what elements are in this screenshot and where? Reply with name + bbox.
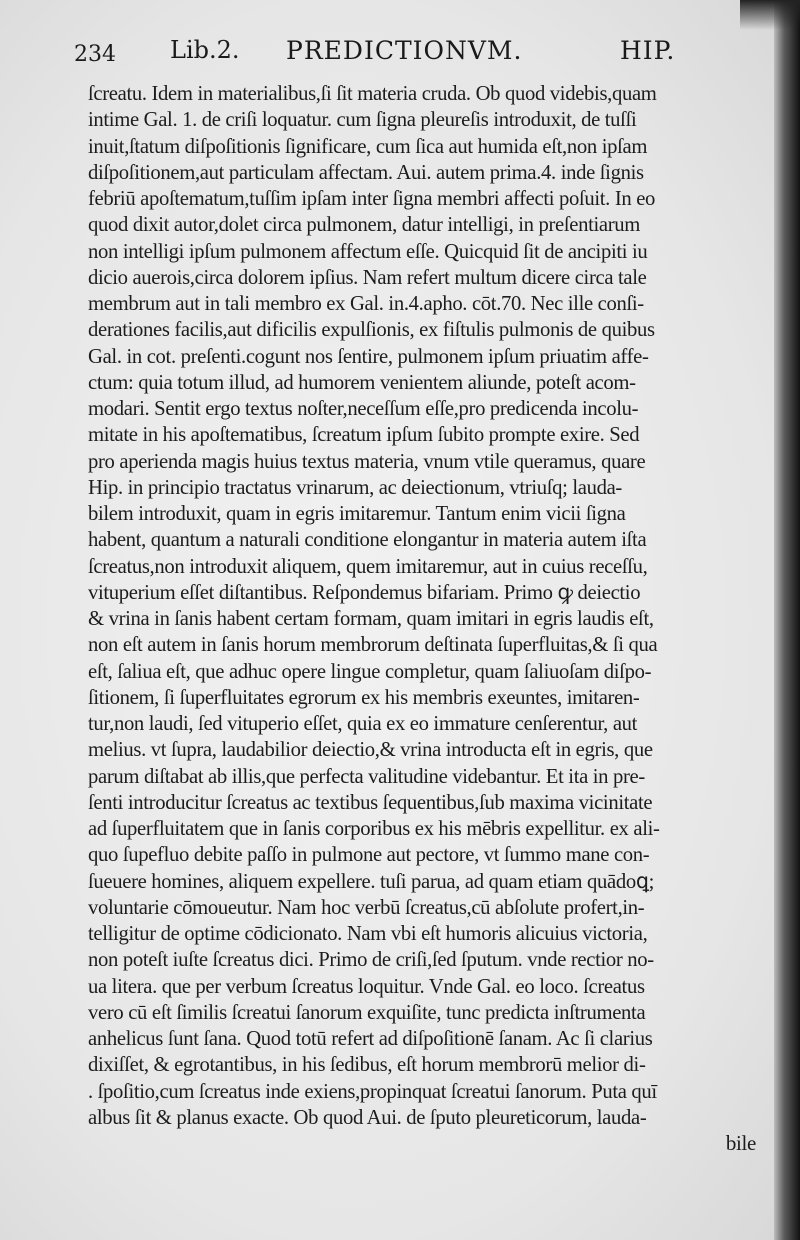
text-line: & vrina in ſanis habent certam formam, quam imitari in egris laudis eſt, (88, 606, 654, 630)
text-line: ſitionem, ſi ſuperfluitates egrorum ex his membris exeuntes, imitaren- (88, 684, 640, 709)
text-line: febriū apoſtematum,tuſſim ipſam inter ſigna membri affecti poſuit. In eo (88, 186, 656, 210)
book-number: Lib.2. (170, 36, 240, 64)
text-line: Gal. in cot. preſenti.cogunt nos ſentire, pulmonem ipſum priuatim affe- (88, 343, 649, 368)
text-line: vero cū eſt ſimilis ſcreatui ſanorum exquiſite, tunc predicta inſtrumenta (88, 999, 646, 1024)
text-line: dixiſſet, & egrotantibus, in his ſedibus, eſt horum membrorū melior di- (88, 1052, 646, 1077)
text-line: parum diſtabat ab illis,que perfecta valitudine videbantur. Et ita in pre- (88, 763, 645, 788)
text-line: voluntarie cōmoueutur. Nam hoc verbū ſcreatus,cū abſolute profert,in- (88, 894, 645, 919)
running-title: PREDICTIONVM. (286, 36, 523, 65)
text-line: Hip. in principio tractatus vrinarum, ac deiectionum, vtriuſq; lauda- (88, 474, 622, 499)
text-line: tur,non laudi, ſed vituperio eſſet, quia ex eo immature cenſerentur, aut (88, 711, 638, 735)
text-line: modari. Sentit ergo textus noſter,neceſſum eſſe,pro predicenda incolu- (88, 396, 639, 420)
scanner-edge-shadow (740, 0, 800, 30)
text-line: ſcreatu. Idem in materialibus,ſi ſit materia cruda. Ob quod videbis,quam (88, 81, 657, 105)
text-line: eſt, ſaliua eſt, que adhuc opere lingue completur, quam ſaliuoſam diſpo- (88, 658, 652, 683)
text-line: ſcreatus,non introduxit aliquem, quem imitaremur, aut in cuius receſſu, (88, 553, 648, 578)
text-line: ſenti introducitur ſcreatus ac textibus ſequentibus,ſub maxima vicinitate (88, 789, 653, 814)
text-line: melius. vt ſupra, laudabilior deiectio,& vrina introducta eſt in egris, que (88, 737, 653, 762)
text-line: non intelligi ipſum pulmonem affectum eſſe. Quicquid ſit de ancipiti iu (88, 238, 648, 263)
text-line: non eſt autem in ſanis horum membrorum deſtinata ſuperfluitas,& ſi qua (88, 632, 658, 657)
text-line: . ſpoſitio,cum ſcreatus inde exiens,propinquat ſcreatui ſanorum. Puta quī (88, 1078, 657, 1103)
text-line: intime Gal. 1. de criſi loquatur. cum ſigna pleureſis introduxit, de tuſſi (88, 107, 637, 132)
text-line: anhelicus ſunt ſana. Quod totū refert ad diſpoſitionē ſanam. Ac ſi clarius (88, 1026, 653, 1050)
text-line: non poteſt iuſte ſcreatus dici. Primo de criſi,ſed ſputum. vnde rectior no- (88, 947, 654, 972)
folio-number: 234 (74, 42, 116, 67)
text-line: ctum: quia totum illud, ad humorem venientem aliunde, poteſt acom- (88, 369, 636, 394)
text-line: pro aperienda magis huius textus materia, vnum vtile queramus, quare (88, 448, 646, 473)
text-line: bilem introduxit, quam in egris imitaremur. Tantum enim vicii ſigna (88, 501, 626, 525)
text-line: vituperium eſſet diſtantibus. Reſpondemus bifariam. Primo ꝙ deiectio (88, 579, 641, 604)
scanner-edge (774, 0, 800, 1240)
running-author: HIP. (620, 36, 676, 65)
text-line: derationes facilis,aut dificilis expulſionis, ex fiſtulis pulmonis de quibus (88, 317, 655, 342)
text-line: membrum aut in tali membro ex Gal. in.4.apho. cōt.70. Nec ille conſi- (88, 291, 644, 315)
text-line: mitate in his apoſtematibus, ſcreatum ipſum ſubito prompte exire. Sed (88, 422, 640, 447)
text-line: quo ſupefluo debite paſſo in pulmone aut pectore, vt ſummo mane con- (88, 842, 650, 867)
text-line: ſueuere homines, aliquem expellere. tuſi parua, ad quam etiam quādoꝗ; (88, 868, 655, 893)
text-line: dicio auerois,circa dolorem ipſius. Nam refert multum dicere circa tale (88, 264, 647, 289)
text-line: diſpoſitionem,aut particulam affectam. Aui. autem prima.4. inde ſignis (88, 159, 644, 184)
text-line: ua litera. que per verbum ſcreatus loquitur. Vnde Gal. eo loco. ſcreatus (88, 973, 645, 998)
text-line: quod dixit autor,dolet circa pulmonem, datur intelligi, in preſentiarum (88, 212, 641, 237)
body-text (88, 80, 768, 1156)
text-line: bile (725, 1131, 756, 1155)
text-line: habent, quantum a naturali conditione elongantur in materia autem iſta (88, 527, 647, 552)
text-line: albus ſit & planus exacte. Ob quod Aui. de ſputo pleureticorum, lauda- (88, 1104, 647, 1129)
running-head (74, 36, 694, 70)
text-line: telligitur de optime cōdicionato. Nam vbi eſt humoris alicuius victoria, (88, 921, 648, 945)
text-line: inuit,ſtatum diſpoſitionis ſignificare, cum ſica aut humida eſt,non ipſam (88, 133, 648, 158)
text-line: ad ſuperfluitatem que in ſanis corporibus ex his mēbris expellitur. ex ali- (88, 816, 660, 840)
